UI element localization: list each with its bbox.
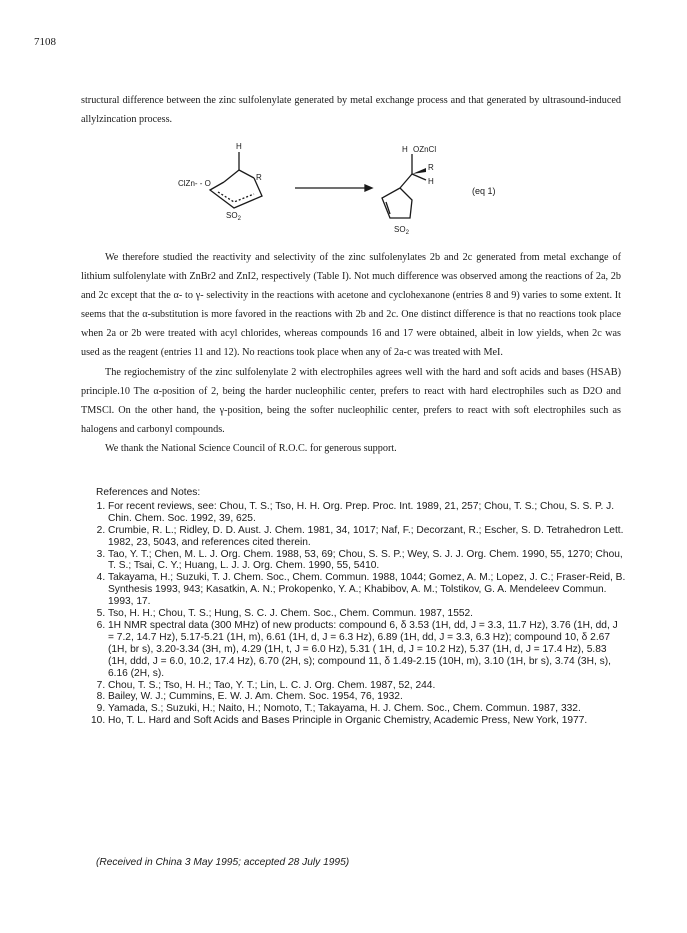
references-heading: References and Notes: <box>96 487 201 498</box>
reference-item: 2. Crumbie, R. L.; Ridley, D. D. Aust. J. Chem. 1981, 34, 1017; Naf, F.; Decorzant, R.; Escher, S. D. Tetrahedron Lett. 1982, 23, 5043, and references cited therein. <box>108 525 626 549</box>
scheme-right-h-side: H <box>428 177 434 186</box>
reference-item: 4. Takayama, H.; Suzuki, T. J. Chem. Soc., Chem. Commun. 1988, 1044; Gomez, A. M.; Lopez, J. C.; Fraser-Reid, B. Synthesis 1993, 943; Kasatkin, A. N.; Prokopenko, Y. A.; Khabibov, A. M.; Tolstikov, G. A. Mendeleev Commun. 1993, 17. <box>108 572 626 608</box>
reference-item: 1. For recent reviews, see: Chou, T. S.; Tso, H. H. Org. Prep. Proc. Int. 1989, 21, 257; Chou, T. S.; Chou, S. S. P. J. Chin. Chem. Soc. 1992, 39, 625. <box>108 501 626 525</box>
references-section <box>96 487 626 727</box>
paragraph: We therefore studied the reactivity and selectivity of the zinc sulfolenylates 2b and 2c generated from metal exchange of lithium sulfolenylate with ZnBr2 and ZnI2, respectively (Table I). Not much difference was observed among the reactions of 2a, 2b and 2c except that the α- to γ- selectivity in the reactions with acetone and cyclohexanone (entries 8 and 9) varies to some extent. It seems that the α-substitution is more favored in the reactions with 2b and 2c. One distinct difference is that no reactions took place when 2a or 2b were treated with acyl chlorides, whereas compounds 16 and 17 were obtained, albeit in low yields, when 2c was used as the reagent (entries 11 and 12). No reactions took place when any of 2a-c was treated with MeI. <box>81 252 621 359</box>
bond-line <box>400 174 412 188</box>
page-number: 7108 <box>34 36 56 48</box>
intro-paragraph: structural difference between the zinc sulfolenylate generated by metal exchange process and that generated by ultrasound-induced allylzincation process. <box>81 95 621 125</box>
scheme-right-h-top: H <box>402 145 408 154</box>
body-text <box>81 248 621 458</box>
reference-item: 3. Tao, Y. T.; Chen, M. L. J. Org. Chem. 1988, 53, 69; Chou, S. S. P.; Wey, S. J. J. Org. Chem. 1990, 55, 1270; Chou, T. S.; Tsai, C. Y.; Huang, L. J. J. Org. Chem. 1990, 55, 5410. <box>108 549 626 573</box>
bond-line <box>239 170 254 178</box>
wedge-bond <box>412 168 426 174</box>
reference-item: 7. Chou, T. S.; Tso, H. H.; Tao, Y. T.; Lin, L. C. J. Org. Chem. 1987, 52, 244. <box>108 680 626 692</box>
reference-item: 5. Tso, H. H.; Chou, T. S.; Hung, S. C. J. Chem. Soc., Chem. Commun. 1987, 1552. <box>108 608 626 620</box>
paragraph: The regiochemistry of the zinc sulfolenylate 2 with electrophiles agrees well with the hard and soft acids and bases (HSAB) principle.10 The α-position of 2, being the harder nucleophilic center, prefers to react with hard electrophiles such as D2O and TMSCl. On the other hand, the γ-position, being the softer nucleophilic center, prefers to react with soft electrophiles such as halogens and carbonyl compounds. <box>81 366 621 435</box>
scheme-left-so2: $SO_2$ <box>226 211 241 222</box>
arrow-head <box>365 185 372 191</box>
reference-item: 10. Ho, T. L. Hard and Soft Acids and Bases Principle in Organic Chemistry, Academic Press, New York, 1977. <box>108 715 626 727</box>
scheme-right-so2: $SO_2$ <box>394 225 409 236</box>
bond-line <box>224 170 239 182</box>
scheme-right-r: R <box>428 163 434 172</box>
reference-item: 6. 1H NMR spectral data (300 MHz) of new products: compound 6, δ 3.53 (1H, dd, J = 3.3, 11.7 Hz), 3.76 (1H, dd, J = 7.2, 14.7 Hz), 5.17-5.21 (1H, m), 6.61 (1H, d, J = 6.3 Hz), 6.89 (1H, dd, J = 3.3, 6.3 Hz); compound 10, δ 2.67 (1H, br s), 3.20-3.34 (3H, m), 4.29 (1H, t, J = 6.0 Hz), 5.31 ( 1H, d, J = 10.2 Hz), 5.37 (1H, d, J = 17.4 Hz), 5.83 (1H, ddd, J = 6.0, 10.2, 17.4 Hz), 6.70 (2H, s); compound 11, δ 1.49-2.15 (10H, m), 3.10 (1H, br s), 3.74 (3H, s), 6.16 (2H, s). <box>108 620 626 680</box>
scheme-left-h: H <box>236 142 242 151</box>
reference-list <box>96 501 626 727</box>
equation-label: (eq 1) <box>472 186 496 196</box>
reference-item: 9. Yamada, S.; Suzuki, H.; Naito, H.; Nomoto, T.; Takayama, H. J. Chem. Soc., Chem. Commun. 1987, 332. <box>108 703 626 715</box>
reaction-scheme <box>150 138 550 238</box>
scheme-right-ozncl: OZnCl <box>413 145 437 154</box>
bond-line <box>412 174 426 180</box>
scheme-left-zinc: ClZn- - O <box>178 179 211 188</box>
ring-path <box>210 178 262 208</box>
received-note: (Received in China 3 May 1995; accepted 28 July 1995) <box>96 857 350 868</box>
reference-item: 8. Bailey, W. J.; Cummins, E. W. J. Am. Chem. Soc. 1954, 76, 1932. <box>108 691 626 703</box>
reaction-scheme-svg <box>150 138 550 238</box>
scheme-left-r: R <box>256 173 262 182</box>
paragraph: We thank the National Science Council of R.O.C. for generous support. <box>105 442 397 454</box>
